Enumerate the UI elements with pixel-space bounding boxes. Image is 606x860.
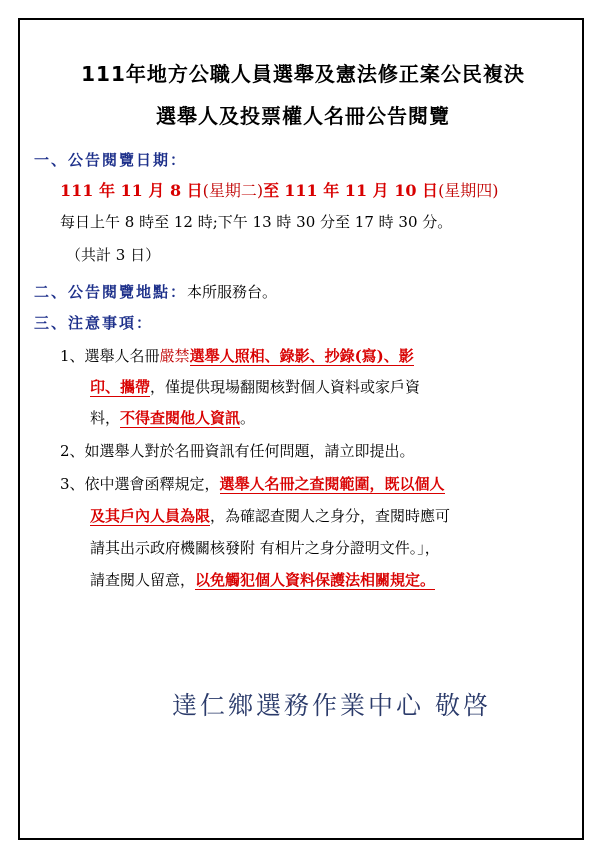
date-range [60,181,499,201]
weekday-start: (星期二) [202,181,264,200]
item3-scope-a: 選舉人名冊之查閱範圍，既以個人 [219,475,445,493]
date-start: 111 年 11 月 8 日 [60,181,203,200]
title-line-1: 111年地方公職人員選舉及憲法修正案公民複決 [81,62,525,86]
date-end: 111 年 11 月 10 日 [284,181,439,200]
item3-avoid: 以免觸犯個人資料保護法相關規定。 [195,571,436,589]
item3-prefix: 3、依中選會函釋規定， [60,475,220,493]
item1-no-others: 不得查閱他人資訊 [120,409,241,427]
notice-item-1-line-1 [60,346,414,366]
notice-item-2: 2、如選舉人對於名冊資訊有任何問題，請立即提出。 [60,442,415,460]
section3-heading: 三、注意事項： [34,314,154,332]
viewing-place: 本所服務台。 [187,283,278,301]
signature: 達仁鄉選務作業中心 敬啓 [172,691,491,720]
section1-heading: 一、公告閱覽日期： [34,151,188,169]
date-to: 至 [263,181,280,200]
notice-item-1-line-3 [90,408,255,428]
notice-item-1-line-2 [90,377,420,397]
item3-scope-b: 及其戶內人員為限 [90,507,211,525]
item1-forbidden-b: 印、攜帶 [90,378,151,396]
item3-mid-b: ，為確認查閱人之身分，查閱時應可 [210,507,451,525]
item1-end: 。 [240,409,256,427]
item1-mid-a: ，僅提供現場翻閱核對個人資料或家戶資 [150,378,421,396]
notice-item-3-line-4 [90,570,435,590]
item1-mid-b: 料， [90,409,121,427]
weekday-end: (星期四) [438,181,499,200]
title-line-2: 選舉人及投票權人名冊公告閱覽 [156,104,450,128]
section2-heading [34,282,277,302]
item3-line-d-prefix: 請查閱人留意， [90,571,196,589]
item1-prefix: 1、選舉人名冊 [60,347,160,365]
item1-forbidden-a: 選舉人照相、錄影、抄錄(寫)、影 [189,347,414,365]
section2-label: 二、公告閱覽地點： [34,283,188,301]
total-days: （共計 3 日） [66,246,161,264]
notice-item-3-line-2 [90,506,450,526]
item1-strict: 嚴禁 [159,347,190,365]
opening-hours: 每日上午 8 時至 12 時;下午 13 時 30 分至 17 時 30 分。 [60,213,453,231]
notice-item-3-line-1 [60,474,445,494]
notice-item-3-line-3: 請其出示政府機關核發附 有相片之身分證明文件。」， [90,539,440,557]
